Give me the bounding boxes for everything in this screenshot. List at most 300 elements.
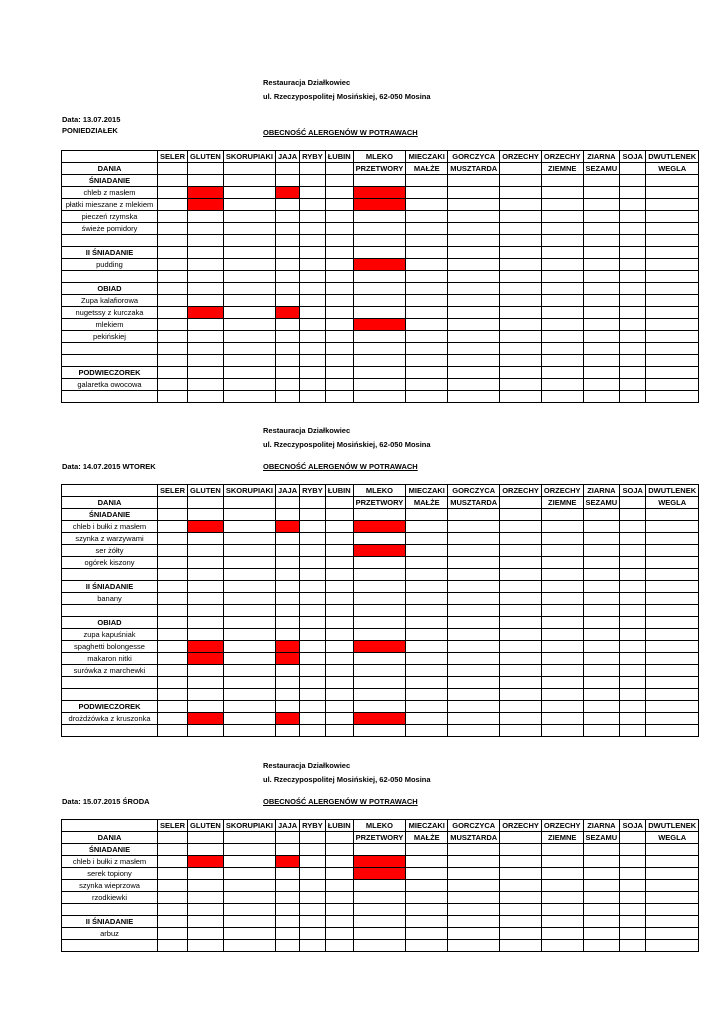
allergen-cell [300, 187, 326, 199]
allergen-cell [158, 331, 188, 343]
allergen-cell [583, 605, 620, 617]
allergen-cell [500, 641, 542, 653]
allergen-cell [353, 677, 406, 689]
allergen-header-cell [158, 163, 188, 175]
dish-name: chleb z masłem [62, 187, 158, 199]
allergen-cell [223, 677, 275, 689]
allergen-cell [620, 725, 646, 737]
allergen-present-cell [188, 856, 224, 868]
meal-section-row [62, 247, 699, 259]
dish-row [62, 665, 699, 677]
allergen-cell [448, 509, 500, 521]
allergen-cell [300, 677, 326, 689]
allergen-cell [406, 892, 448, 904]
allergen-header-cell: ŁUBIN [325, 485, 353, 497]
allergen-cell [646, 247, 699, 259]
allergen-cell [541, 319, 583, 331]
allergen-cell [500, 713, 542, 725]
allergen-present-cell [353, 856, 406, 868]
allergen-cell [325, 653, 353, 665]
allergen-cell [223, 904, 275, 916]
allergen-cell [158, 617, 188, 629]
allergen-cell [583, 928, 620, 940]
meal-section-row [62, 175, 699, 187]
allergen-cell [188, 247, 224, 259]
allergen-cell [646, 677, 699, 689]
allergen-cell [188, 725, 224, 737]
allergen-cell [300, 605, 326, 617]
allergen-cell [620, 319, 646, 331]
allergen-cell [325, 367, 353, 379]
dish-name [62, 235, 158, 247]
allergen-cell [541, 367, 583, 379]
allergen-cell [300, 557, 326, 569]
allergen-header-cell: ORZECHY [500, 151, 542, 163]
allergen-cell [500, 175, 542, 187]
allergen-cell [646, 689, 699, 701]
dish-name: galaretka owocowa [62, 379, 158, 391]
allergen-cell [500, 940, 542, 952]
allergen-cell [275, 223, 299, 235]
allergen-cell [448, 928, 500, 940]
allergen-cell [583, 868, 620, 880]
allergen-cell [541, 593, 583, 605]
allergen-cell [223, 892, 275, 904]
allergen-cell [620, 904, 646, 916]
allergen-cell [188, 211, 224, 223]
allergen-cell [325, 713, 353, 725]
dish-name [62, 940, 158, 952]
allergen-cell [325, 581, 353, 593]
meal-section-row [62, 509, 699, 521]
allergen-cell [448, 593, 500, 605]
allergen-cell [541, 557, 583, 569]
dish-name: szynka wieprzowa [62, 880, 158, 892]
allergen-cell [406, 940, 448, 952]
allergen-cell [300, 928, 326, 940]
allergen-cell [325, 641, 353, 653]
dish-row [62, 629, 699, 641]
allergen-present-cell [188, 187, 224, 199]
allergen-table-title: OBECNOŚĆ ALERGENÓW W POTRAWACH [263, 797, 418, 806]
allergen-cell [275, 533, 299, 545]
allergen-cell [620, 892, 646, 904]
allergen-cell [325, 533, 353, 545]
allergen-header-cell: SOJA [620, 151, 646, 163]
allergen-cell [500, 856, 542, 868]
allergen-cell [448, 856, 500, 868]
dish-row [62, 295, 699, 307]
allergen-cell [275, 904, 299, 916]
dish-name [62, 355, 158, 367]
allergen-cell [223, 701, 275, 713]
allergen-cell [300, 880, 326, 892]
dish-row [62, 569, 699, 581]
allergen-cell [300, 629, 326, 641]
allergen-cell [188, 605, 224, 617]
allergen-cell [500, 271, 542, 283]
allergen-cell [275, 689, 299, 701]
allergen-cell [223, 379, 275, 391]
allergen-cell [158, 509, 188, 521]
dish-row [62, 641, 699, 653]
allergen-cell [541, 569, 583, 581]
allergen-cell [646, 307, 699, 319]
allergen-cell [620, 521, 646, 533]
allergen-present-cell [353, 713, 406, 725]
allergen-cell [646, 665, 699, 677]
allergen-cell [300, 331, 326, 343]
allergen-cell [223, 653, 275, 665]
allergen-cell [646, 868, 699, 880]
dish-name [62, 343, 158, 355]
allergen-cell [583, 187, 620, 199]
allergen-cell [448, 880, 500, 892]
allergen-header-cell [325, 832, 353, 844]
allergen-cell [541, 307, 583, 319]
allergen-cell [583, 211, 620, 223]
allergen-cell [620, 569, 646, 581]
allergen-header-cell [620, 832, 646, 844]
allergen-cell [300, 355, 326, 367]
dishes-header: DANIA [62, 832, 158, 844]
allergen-cell [500, 259, 542, 271]
allergen-cell [646, 605, 699, 617]
allergen-header-cell: MAŁŻE [406, 163, 448, 175]
allergen-cell [583, 713, 620, 725]
allergen-cell [188, 665, 224, 677]
allergen-cell [188, 617, 224, 629]
allergen-cell [500, 629, 542, 641]
allergen-cell [300, 844, 326, 856]
allergen-cell [300, 725, 326, 737]
allergen-cell [223, 355, 275, 367]
dish-row [62, 928, 699, 940]
allergen-header-cell: GORCZYCA [448, 820, 500, 832]
allergen-cell [541, 271, 583, 283]
allergen-cell [541, 581, 583, 593]
allergen-present-cell [353, 259, 406, 271]
dish-row [62, 199, 699, 211]
allergen-cell [583, 235, 620, 247]
allergen-cell [158, 641, 188, 653]
restaurant-address: ul. Rzeczypospolitej Mosińskiej, 62-050 Mosina [263, 92, 431, 101]
allergen-cell [223, 259, 275, 271]
meal-name: ŚNIADANIE [62, 509, 158, 521]
allergen-header-cell: MLEKO [353, 820, 406, 832]
allergen-present-cell [353, 868, 406, 880]
allergen-cell [646, 545, 699, 557]
restaurant-name: Restauracja Działkowiec [263, 426, 351, 435]
allergen-cell [188, 533, 224, 545]
allergen-cell [223, 521, 275, 533]
allergen-cell [158, 367, 188, 379]
allergen-cell [406, 283, 448, 295]
allergen-cell [620, 617, 646, 629]
meal-section-row [62, 916, 699, 928]
allergen-cell [500, 295, 542, 307]
allergen-cell [158, 928, 188, 940]
allergen-cell [448, 713, 500, 725]
allergen-cell [406, 521, 448, 533]
allergen-cell [646, 904, 699, 916]
allergen-cell [158, 235, 188, 247]
allergen-cell [583, 677, 620, 689]
allergen-cell [353, 223, 406, 235]
allergen-cell [620, 247, 646, 259]
dish-row [62, 235, 699, 247]
allergen-cell [406, 247, 448, 259]
allergen-header-cell [223, 497, 275, 509]
allergen-table-title: OBECNOŚĆ ALERGENÓW W POTRAWACH [263, 128, 418, 137]
allergen-cell [223, 223, 275, 235]
allergen-cell [223, 391, 275, 403]
allergen-cell [158, 199, 188, 211]
allergen-cell [223, 545, 275, 557]
dishes-header [62, 820, 158, 832]
allergen-cell [188, 928, 224, 940]
allergen-cell [158, 940, 188, 952]
allergen-header-cell: MAŁŻE [406, 832, 448, 844]
allergen-cell [353, 509, 406, 521]
allergen-cell [406, 235, 448, 247]
allergen-cell [500, 581, 542, 593]
allergen-header-cell: DWUTLENEK [646, 820, 699, 832]
allergen-cell [353, 569, 406, 581]
allergen-cell [158, 355, 188, 367]
allergen-cell [620, 283, 646, 295]
allergen-header-cell: ZIARNA [583, 485, 620, 497]
allergen-cell [353, 629, 406, 641]
allergen-cell [406, 343, 448, 355]
allergen-cell [188, 379, 224, 391]
allergen-cell [448, 211, 500, 223]
allergen-cell [223, 593, 275, 605]
allergen-cell [406, 665, 448, 677]
allergen-cell [406, 331, 448, 343]
allergen-cell [541, 521, 583, 533]
allergen-cell [406, 916, 448, 928]
allergen-cell [646, 367, 699, 379]
allergen-cell [406, 355, 448, 367]
allergen-cell [325, 223, 353, 235]
allergen-present-cell [188, 713, 224, 725]
allergen-cell [275, 844, 299, 856]
allergen-cell [325, 701, 353, 713]
allergen-cell [188, 689, 224, 701]
allergen-cell [406, 880, 448, 892]
dish-row [62, 725, 699, 737]
allergen-cell [188, 880, 224, 892]
date-line: Data: 15.07.2015 ŚRODA [62, 797, 150, 806]
allergen-cell [500, 247, 542, 259]
allergen-cell [353, 940, 406, 952]
allergen-header-cell: GLUTEN [188, 485, 224, 497]
allergen-cell [583, 295, 620, 307]
allergen-cell [646, 175, 699, 187]
allergen-cell [223, 641, 275, 653]
allergen-header-cell: MIECZAKI [406, 151, 448, 163]
allergen-cell [300, 581, 326, 593]
allergen-cell [223, 557, 275, 569]
allergen-cell [325, 199, 353, 211]
allergen-cell [406, 605, 448, 617]
allergen-cell [353, 283, 406, 295]
allergen-cell [300, 701, 326, 713]
allergen-cell [541, 199, 583, 211]
allergen-cell [500, 844, 542, 856]
allergen-header-cell: GORCZYCA [448, 485, 500, 497]
allergen-cell [448, 199, 500, 211]
allergen-cell [158, 665, 188, 677]
allergen-present-cell [275, 521, 299, 533]
allergen-header-cell: ZIARNA [583, 151, 620, 163]
allergen-cell [583, 569, 620, 581]
allergen-cell [620, 343, 646, 355]
allergen-cell [300, 343, 326, 355]
allergen-cell [223, 629, 275, 641]
allergen-cell [500, 355, 542, 367]
allergen-cell [300, 379, 326, 391]
dish-row [62, 355, 699, 367]
allergen-cell [353, 271, 406, 283]
allergen-header-cell [620, 497, 646, 509]
dish-row [62, 856, 699, 868]
allergen-present-cell [188, 653, 224, 665]
allergen-cell [325, 509, 353, 521]
allergen-header-cell [500, 497, 542, 509]
allergen-cell [406, 569, 448, 581]
allergen-header-cell: SKORUPIAKI [223, 820, 275, 832]
allergen-subheader-row [62, 832, 699, 844]
allergen-cell [158, 319, 188, 331]
allergen-header-cell [620, 163, 646, 175]
allergen-header-cell: RYBY [300, 485, 326, 497]
meal-name: OBIAD [62, 283, 158, 295]
allergen-cell [646, 844, 699, 856]
allergen-cell [188, 283, 224, 295]
allergen-header-cell: GLUTEN [188, 151, 224, 163]
meal-section-row [62, 844, 699, 856]
allergen-cell [448, 868, 500, 880]
allergen-header-cell: MLEKO [353, 485, 406, 497]
allergen-cell [275, 557, 299, 569]
allergen-cell [158, 892, 188, 904]
meal-section-row [62, 617, 699, 629]
allergen-cell [223, 725, 275, 737]
allergen-cell [325, 545, 353, 557]
allergen-cell [325, 617, 353, 629]
allergen-cell [353, 581, 406, 593]
allergen-cell [188, 271, 224, 283]
dish-name: pudding [62, 259, 158, 271]
allergen-cell [448, 653, 500, 665]
allergen-header-cell: PRZETWORY [353, 497, 406, 509]
allergen-cell [158, 259, 188, 271]
allergen-cell [158, 725, 188, 737]
allergen-cell [275, 509, 299, 521]
allergen-cell [223, 844, 275, 856]
dish-row [62, 940, 699, 952]
allergen-cell [406, 641, 448, 653]
allergen-cell [541, 379, 583, 391]
allergen-cell [158, 677, 188, 689]
allergen-cell [448, 641, 500, 653]
allergen-cell [300, 641, 326, 653]
allergen-cell [500, 211, 542, 223]
allergen-cell [223, 509, 275, 521]
allergen-cell [275, 629, 299, 641]
allergen-cell [300, 904, 326, 916]
allergen-cell [583, 379, 620, 391]
meal-name: II ŚNIADANIE [62, 581, 158, 593]
allergen-header-cell: JAJA [275, 820, 299, 832]
allergen-cell [541, 653, 583, 665]
allergen-cell [541, 677, 583, 689]
allergen-cell [188, 367, 224, 379]
allergen-cell [275, 569, 299, 581]
allergen-cell [500, 665, 542, 677]
allergen-header-row [62, 485, 699, 497]
allergen-header-cell [188, 497, 224, 509]
allergen-cell [646, 892, 699, 904]
date-label [62, 461, 156, 472]
meal-name: ŚNIADANIE [62, 844, 158, 856]
allergen-cell [448, 235, 500, 247]
allergen-cell [583, 641, 620, 653]
allergen-cell [325, 283, 353, 295]
allergen-cell [353, 689, 406, 701]
allergen-header-cell: SOJA [620, 485, 646, 497]
allergen-cell [646, 295, 699, 307]
allergen-header-cell: MAŁŻE [406, 497, 448, 509]
allergen-cell [158, 605, 188, 617]
allergen-cell [353, 904, 406, 916]
allergen-cell [620, 593, 646, 605]
allergen-cell [188, 940, 224, 952]
allergen-cell [583, 916, 620, 928]
allergen-cell [325, 355, 353, 367]
allergen-cell [620, 880, 646, 892]
allergen-cell [620, 199, 646, 211]
allergen-header-cell: SEZAMU [583, 832, 620, 844]
dish-name [62, 904, 158, 916]
allergen-cell [300, 319, 326, 331]
allergen-cell [158, 593, 188, 605]
dish-name [62, 689, 158, 701]
allergen-cell [646, 187, 699, 199]
meal-name: PODWIECZOREK [62, 367, 158, 379]
allergen-cell [300, 545, 326, 557]
allergen-header-cell [223, 163, 275, 175]
allergen-cell [620, 331, 646, 343]
allergen-cell [223, 211, 275, 223]
allergen-cell [541, 343, 583, 355]
dish-name: nugetssy z kurczaka [62, 307, 158, 319]
allergen-cell [448, 367, 500, 379]
allergen-cell [275, 868, 299, 880]
allergen-cell [406, 187, 448, 199]
allergen-cell [500, 521, 542, 533]
dish-name: płatki mieszane z mlekiem [62, 199, 158, 211]
allergen-cell [406, 581, 448, 593]
allergen-cell [583, 509, 620, 521]
allergen-cell [646, 928, 699, 940]
allergen-cell [541, 605, 583, 617]
allergen-cell [500, 235, 542, 247]
allergen-cell [646, 617, 699, 629]
allergen-cell [406, 391, 448, 403]
